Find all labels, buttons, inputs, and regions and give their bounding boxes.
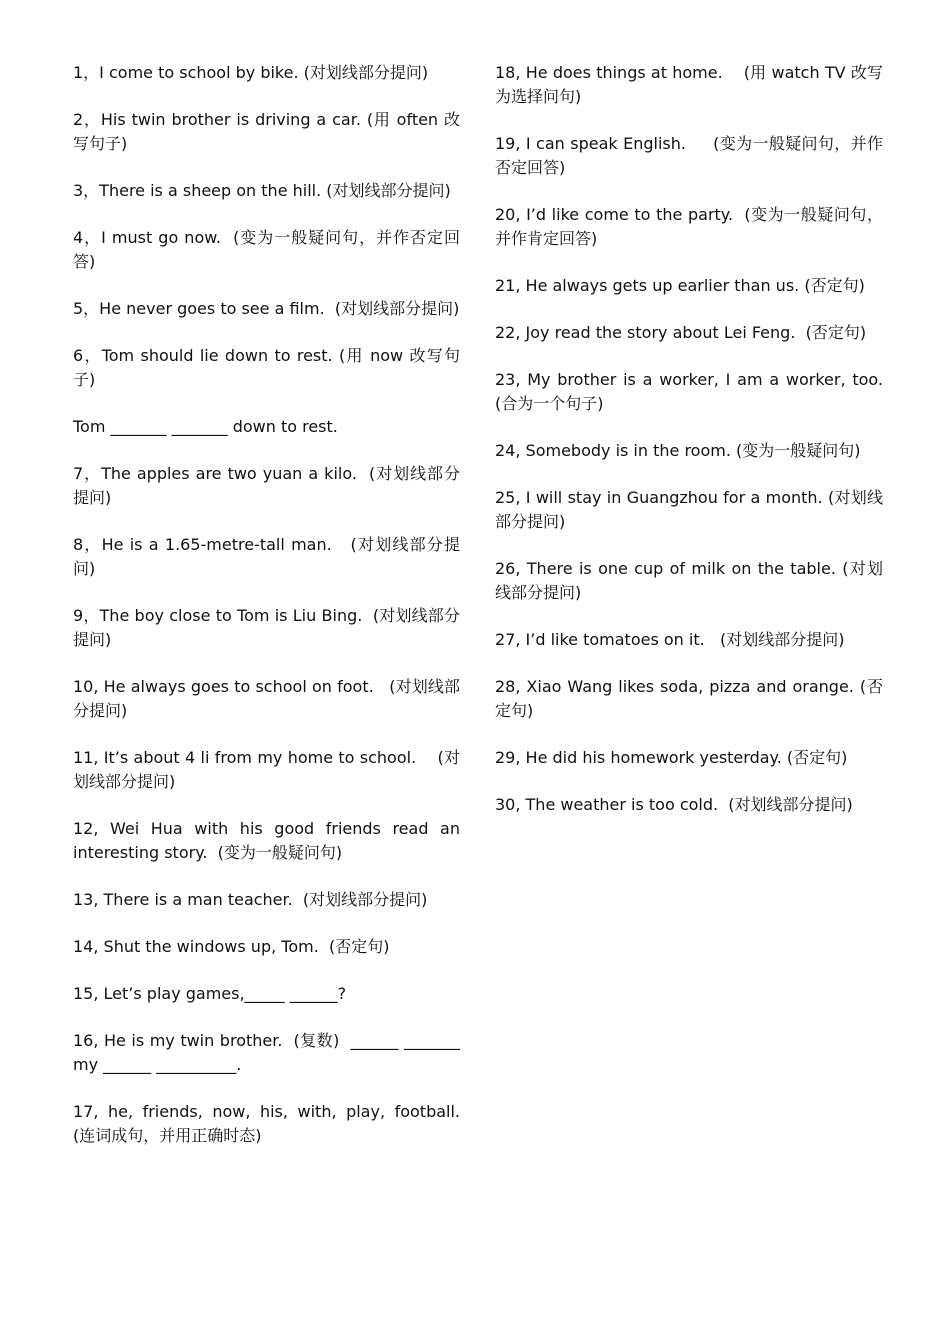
exercise-item-19: 19, I can speak English. (变为一般疑问句，并作否定回答) [495,134,883,177]
exercise-item-27: 27, I’d like tomatoes on it. (对划线部分提问) [495,630,845,649]
exercise-item-23: 23, My brother is a worker, I am a worker, too. (合为一个句子) [495,370,889,413]
exercise-item-11: 11, It’s about 4 li from my home to school. (对划线部分提问) [73,748,460,791]
exercise-item-17: 17, he, friends, now, his, with, play, football. (连词成句，并用正确时态) [73,1102,471,1145]
exercise-item-9: 9，The boy close to Tom is Liu Bing. (对划线部分提问) [73,606,460,649]
exercise-item-30: 30, The weather is too cold. (对划线部分提问) [495,795,853,814]
exercise-item-16: 16, He is my twin brother. (复数) ______ _______ my ______ __________. [73,1031,466,1074]
exercise-item-20: 20, I’d like come to the party. (变为一般疑问句，并作肯定回答) [495,205,883,248]
exercise-item-13: 13, There is a man teacher. (对划线部分提问) [73,890,428,909]
exercise-item-18: 18, He does things at home. (用 watch TV 改写为选择问句) [495,63,883,106]
exercise-item-25: 25, I will stay in Guangzhou for a month. (对划线部分提问) [495,488,883,531]
exercise-item-8: 8，He is a 1.65-metre-tall man. (对划线部分提问) [73,535,460,578]
exercise-item-2: 2，His twin brother is driving a car. (用 often 改写句子) [73,110,460,153]
exercise-item-7: 7，The apples are two yuan a kilo. (对划线部分提问) [73,464,460,507]
exercise-item-10: 10, He always goes to school on foot. (对划线部分提问) [73,677,460,720]
exercise-item-1: 1，I come to school by bike. (对划线部分提问) [73,63,429,82]
exercise-item-12: 12, Wei Hua with his good friends read an interesting story. (变为一般疑问句) [73,819,466,862]
exercise-item-26: 26, There is one cup of milk on the table. (对划线部分提问) [495,559,883,602]
exercise-item-24: 24, Somebody is in the room. (变为一般疑问句) [495,441,861,460]
exercise-item-5: 5，He never goes to see a film. (对划线部分提问) [73,299,460,318]
exercise-item-21: 21, He always gets up earlier than us. (否定句) [495,276,865,295]
exercise-item-14: 14, Shut the windows up, Tom. (否定句) [73,937,390,956]
exercise-item-28: 28, Xiao Wang likes soda, pizza and orange. (否定句) [495,677,883,720]
left-column [73,61,471,1171]
exercise-item-6-answer-line: Tom _______ _______ down to rest. [73,417,338,436]
exercise-item-4: 4，I must go now. (变为一般疑问句，并作否定回答) [73,228,460,271]
exercise-item-15: 15, Let’s play games,_____ ______? [73,984,347,1003]
exercise-item-6: 6，Tom should lie down to rest. (用 now 改写句子) [73,346,460,389]
exercise-item-29: 29, He did his homework yesterday. (否定句) [495,748,848,767]
exercise-item-22: 22, Joy read the story about Lei Feng. (否定句) [495,323,867,342]
exercise-item-3: 3，There is a sheep on the hill. (对划线部分提问) [73,181,451,200]
right-column [495,61,889,840]
